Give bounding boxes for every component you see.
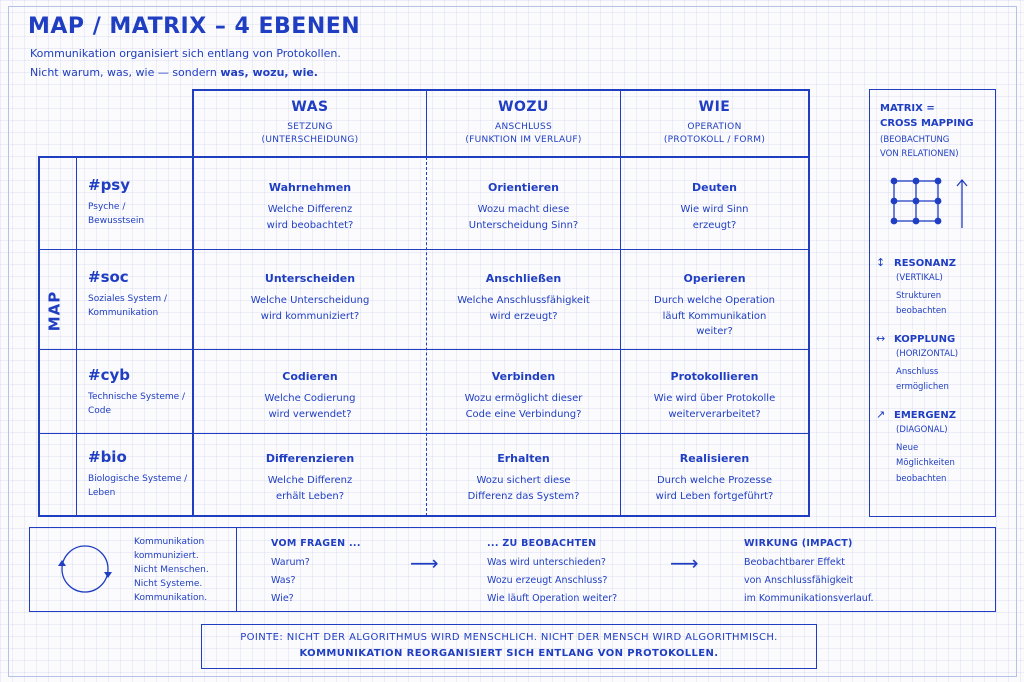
pointe-line-2: KOMMUNIKATION REORGANISIERT SICH ENTLANG VON PROTOKOLLEN. [299,648,719,659]
grid-bottom-line [38,515,810,517]
map-label: MAP [45,290,64,332]
pointe-line-1: POINTE: NICHT DER ALGORITHMUS WIRD MENSCHLICH. NICHT DER MENSCH WIRD ALGORITHMISCH. [240,632,778,643]
right-arrow-icon: ⟶ [670,551,699,575]
matrix-cell: Differenzieren Welche Differenz erhält Leben? [265,452,355,502]
page-title: MAP / MATRIX – 4 EBENEN [28,14,361,39]
sidebar-header: MATRIX = CROSS MAPPING (BEOBACHTUNG VON RELATIONEN) [880,103,974,160]
section-title-zu-beobachten: ... ZU BEOBACHTEN [487,538,597,549]
section-lines-vom-fragen: Warum? Was? Wie? [271,557,310,605]
section-title-wirkung: WIRKUNG (IMPACT) [744,538,853,549]
row-label-soc: #soc Soziales System / Kommunikation [88,268,168,319]
row-label-bio: #bio Biologische Systeme / Leben [88,448,188,499]
row-label-cyb: #cyb Technische Systeme / Code [88,366,186,417]
cycle-text: Kommunikation kommuniziert. Nicht Menschen. Nicht Systeme. Kommunikation. [134,537,209,603]
matrix-cell: Unterscheiden Welche Unterscheidung wird kommuniziert? [250,272,370,322]
section-lines-wirkung: Beobachtbarer Effekt von Anschlussfähigkeit im Kommunikationsverlauf. [744,557,874,605]
grid-row-line-1 [38,249,810,250]
matrix-cell: Orientieren Wozu macht diese Unterscheidung Sinn? [468,181,579,231]
right-arrow-icon: ⟶ [410,551,439,575]
diagonal-arrow-icon: ↗ [876,408,886,421]
grid-top-line [192,89,810,91]
matrix-cell: Wahrnehmen Welche Differenz wird beobachtet? [266,181,354,231]
horizontal-double-arrow-icon: ↔ [876,332,886,345]
matrix-cell: Erhalten Wozu sichert diese Differenz das System? [467,452,580,502]
column-header-wozu: WOZU ANSCHLUSS (FUNKTION IM VERLAUF) [465,99,582,145]
matrix-cell: Codieren Welche Codierung wird verwendet? [264,370,356,420]
bottom-divider [236,528,237,611]
row-label-psy: #psy Psyche / Bewusstsein [88,176,145,227]
map-left-line [38,156,40,517]
page-subtitle: Kommunikation organisiert sich entlang von Protokollen. [30,47,341,60]
pointe-box [201,624,817,669]
grid-mapping-icon [884,172,974,232]
grid-right-line [808,89,810,517]
section-title-vom-fragen: VOM FRAGEN ... [271,538,361,549]
column-header-wie: WIE OPERATION (PROTOKOLL / FORM) [663,99,766,145]
section-lines-zu-beobachten: Was wird unterschieden? Wozu erzeugt Anschluss? Wie läuft Operation weiter? [487,557,618,605]
grid-row-line-2 [38,349,810,350]
matrix-cell: Operieren Durch welche Operation läuft Kommunikation weiter? [654,272,775,337]
column-header-was: WAS SETZUNG (UNTERSCHEIDUNG) [261,99,359,145]
grid-row-line-3 [38,433,810,434]
matrix-cell: Realisieren Durch welche Prozesse wird Leben fortgeführt? [655,452,774,502]
matrix-cell: Deuten Wie wird Sinn erzeugt? [680,181,749,231]
legend-resonanz: ↕ RESONANZ (VERTIKAL) Strukturen beobachten [876,256,956,317]
legend-emergenz: ↗ EMERGENZ (DIAGONAL) Neue Möglichkeiten beobachten [876,408,956,484]
grid-header-line [38,156,810,158]
matrix-cell: Protokollieren Wie wird über Protokolle weiterverarbeitet? [653,370,776,420]
map-inner-line [76,156,77,517]
matrix-cell: Anschließen Welche Anschlussfähigkeit wird erzeugt? [457,272,590,322]
matrix-cell: Verbinden Wozu ermöglicht dieser Code eine Verbindung? [464,370,583,420]
legend-kopplung: ↔ KOPPLUNG (HORIZONTAL) Anschluss ermöglichen [876,332,959,393]
cycle-icon [50,538,120,600]
page-subtitle-line2: Nicht warum, was, wie — sondern was, wozu, wie. [30,66,318,79]
vertical-double-arrow-icon: ↕ [876,256,886,269]
